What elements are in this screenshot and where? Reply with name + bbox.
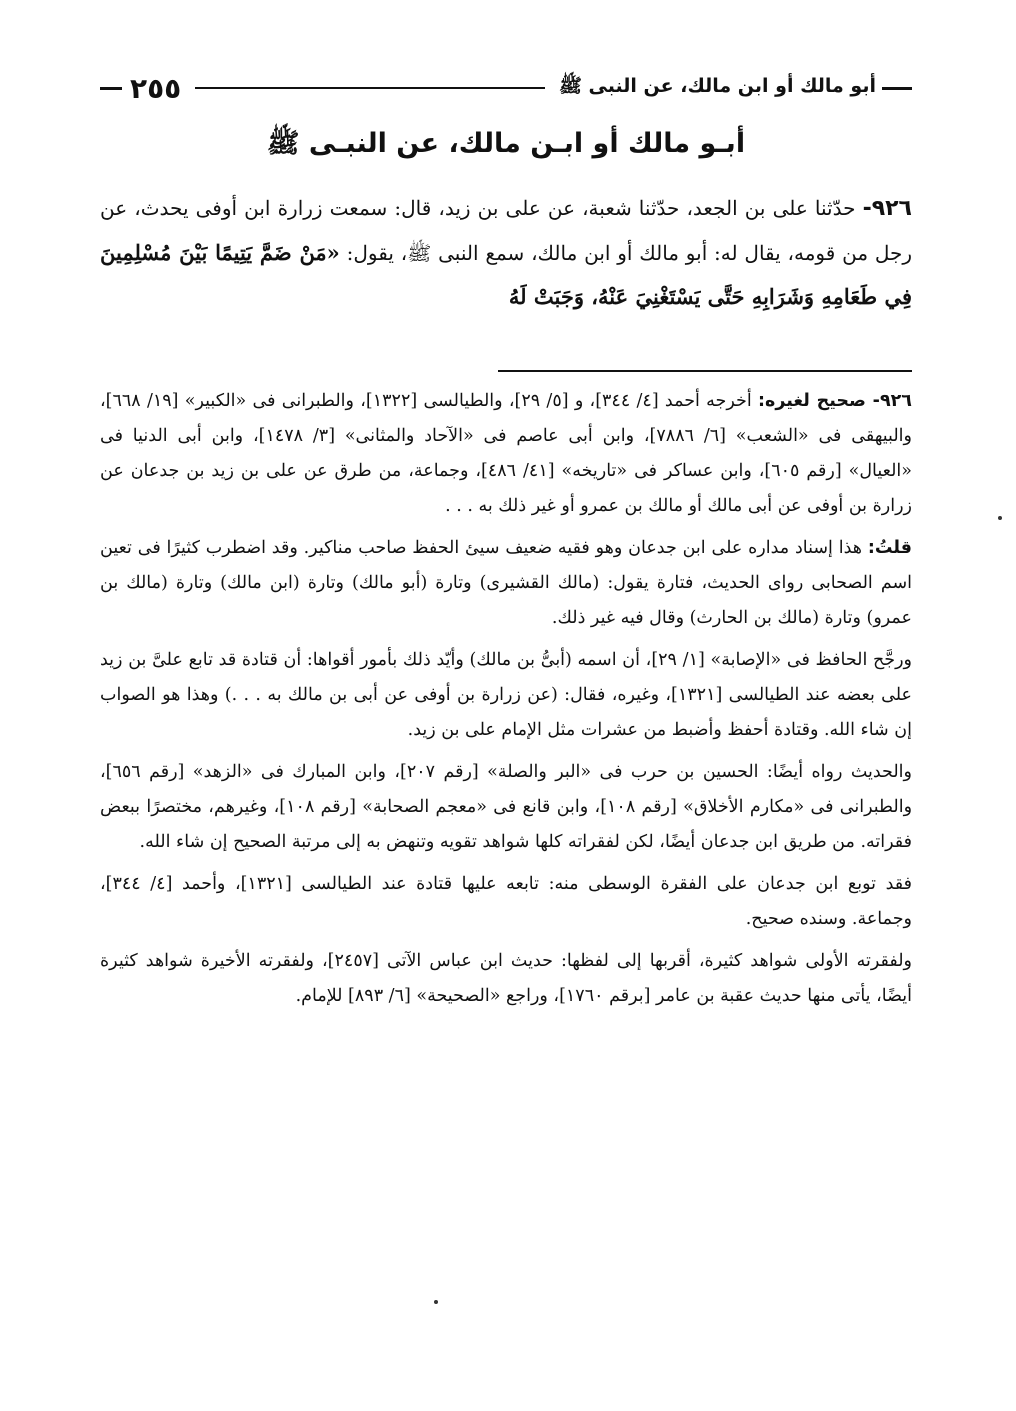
footnote-paragraph: ولفقرته الأولى شواهد كثيرة، أقربها إلى لفظها: حديث ابن عباس الآتى [٢٤٥٧]، ولفقرته الأخيرة شواهد كثيرة أيضًا، يأتى منها حديث عقبة بن عامر [برقم ١٧٦٠]، وراجع «الصحيحة» [٦/ ٨٩٣] للإمام.	[100, 951, 912, 1006]
section-title: أبـو مالك أو ابـن مالك، عن النبـى ﷺ	[266, 128, 746, 159]
page-number: ٢٥٥	[130, 71, 182, 105]
footnote-paragraph: والحديث رواه أيضًا: الحسين بن حرب فى «البر والصلة» [رقم ٢٠٧]، وابن المبارك فى «الزهد» [رقم ٦٥٦]، والطبرانى فى «مكارم الأخلاق» [رقم ١٠٨]، وابن قانع فى «معجم الصحابة» [رقم ١٠٨]، وغيرهم، مختصرًا ببعض فقراته. من طريق ابن جدعان أيضًا، لكن لفقراته كلها شواهد تقويه وتنهض به إلى مرتبة الصحيح إن شاء الله.	[100, 762, 913, 852]
hadith-matn: «مَنْ ضَمَّ يَتِيمًا بَيْنَ مُسْلِمِينَ فِي طَعَامِهِ وَشَرَابِهِ حَتَّى يَسْتَغْنِيَ عَنْهُ، وَجَبَتْ لَهُ	[100, 240, 912, 309]
takhrij-text: أخرجه أحمد [٤/ ٣٤٤]، و [٥/ ٢٩]، والطيالسى [١٣٢٢]، والطبرانى فى «الكبير» [١٩/ ٦٦٨]، والبيهقى فى «الشعب» [٦/ ٧٨٨٦]، وابن أبى عاصم فى «الآحاد والمثانى» [٣/ ١٤٧٨]، وابن أبى الدنيا فى «العيال» [رقم ٦٠٥]، وابن عساكر فى «تاريخه» [٤١/ ٤٨٦]، وجماعة، من طرق عن على بن زيد بن جدعان عن زرارة بن أوفى عن أبى مالك أو مالك بن عمرو أو غير ذلك به . . .	[100, 391, 913, 516]
footnote-separator	[498, 370, 912, 372]
footnote-qult	[100, 531, 912, 636]
hadith-number: ٩٢٦-	[862, 196, 912, 221]
scan-speck	[998, 516, 1002, 520]
header-rule	[195, 87, 545, 89]
footnote-paragraph: فقد توبع ابن جدعان على الفقرة الوسطى منه: تابعه عليها قتادة عند الطيالسى [١٣٢١]، وأحمد [٤/ ٣٤٤]، وجماعة. وسنده صحيح.	[100, 874, 912, 929]
scan-speck	[434, 1300, 438, 1304]
takhrij-label: ٩٢٦- صحيح لغيره:	[757, 391, 912, 411]
running-title: أبو مالك أو ابن مالك، عن النبى ﷺ	[558, 75, 876, 97]
header-dash-right	[882, 87, 912, 90]
qult-text: هذا إسناد مداره على ابن جدعان وهو فقيه ضعيف سيئ الحفظ صاحب مناكير. وقد اضطرب كثيرًا فى تعين اسم الصحابى رواى الحديث، فتارة يقول: (مالك القشيرى) وتارة (أبو مالك) وتارة (ابن مالك) وتارة (مالك بن عمرو) وتارة (مالك بن الحارث) وقال فيه غير ذلك.	[100, 538, 912, 628]
qult-label: قلتُ:	[867, 538, 912, 558]
hadith-isnad: حدّثنا على بن الجعد، حدّثنا شعبة، عن على بن زيد، قال: سمعت زرارة ابن أوفى يحدث، عن رجل من قومه، يقال له: أبو مالك أو ابن مالك، سمع النبى ﷺ، يقول:	[100, 196, 913, 265]
hadith-text	[100, 186, 912, 319]
footnote-takhrij	[100, 384, 912, 524]
footnotes	[100, 384, 912, 1021]
footnote-paragraph: ورجَّح الحافظ فى «الإصابة» [١/ ٢٩]، أن اسمه (أبىُّ بن مالك) وأيّد ذلك بأمور أقواها: أن قتادة قد تابع علىَّ بن زيد على بعضه عند الطيالسى [١٣٢١]، وغيره، فقال: (عن زرارة بن أوفى عن أبى بن مالك به . . .) وهذا هو الصواب إن شاء الله. وقتادة أحفظ وأضبط من عشرات مثل الإمام على بن زيد.	[100, 650, 913, 740]
header-dash-left	[100, 87, 122, 90]
page-header	[100, 66, 912, 110]
